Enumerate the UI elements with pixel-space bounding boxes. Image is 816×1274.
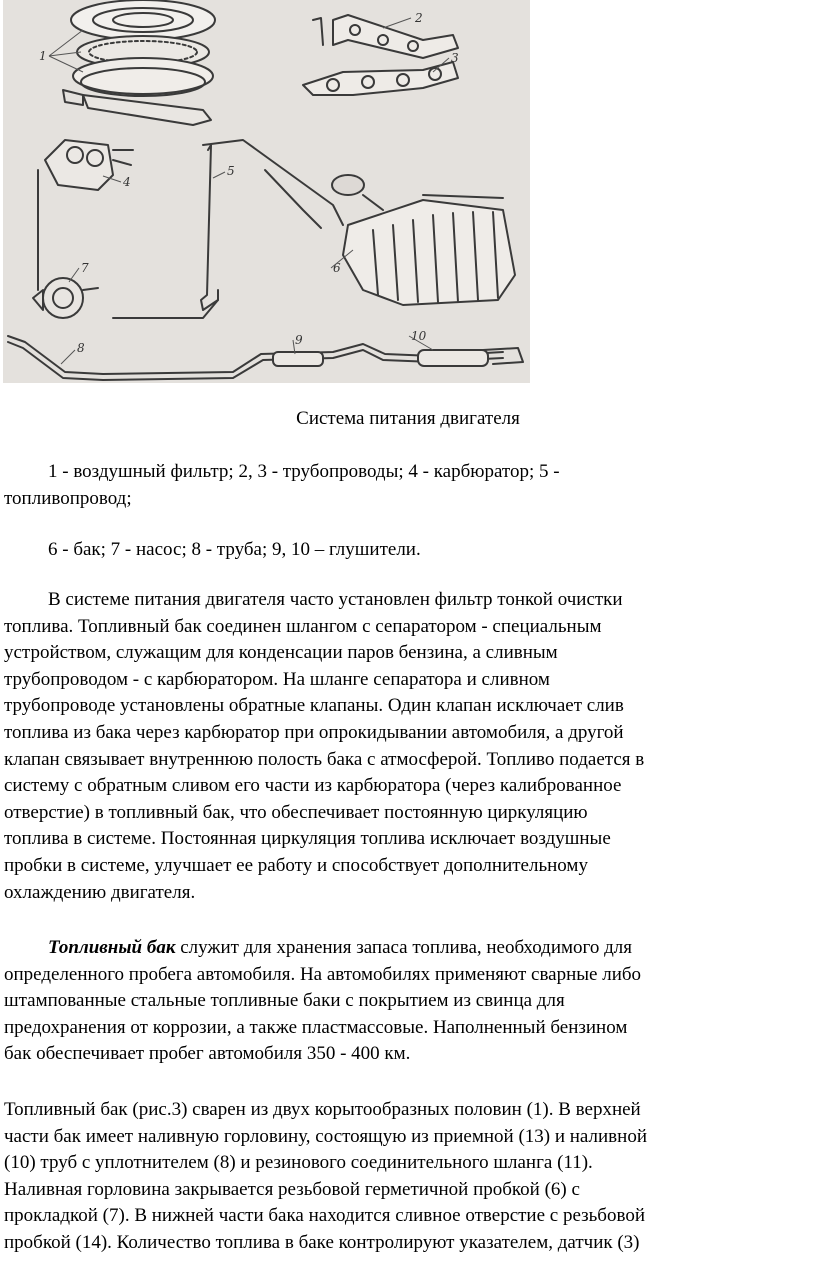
figure-legend — [4, 459, 810, 512]
text-line: топлива. Топливный бак соединен шлангом с сепаратором - специальным — [4, 615, 602, 637]
figure-number-2: 2 — [415, 11, 423, 25]
text-line: устройством, служащим для конденсации паров бензина, а сливным — [4, 642, 558, 664]
paragraph-tank-construction — [4, 1097, 810, 1257]
legend-line: 1 - воздушный фильтр; 2, 3 - трубопроводы; 4 - карбюратор; 5 - — [48, 461, 560, 482]
text-line: клапан связывает внутреннюю полость бака с атмосферой. Топливо подается в — [4, 748, 645, 770]
figure-number-1: 1 — [39, 49, 47, 63]
figure-number-4: 4 — [123, 175, 131, 189]
figure-number-6: 6 — [333, 261, 341, 275]
exhaust-drawing — [8, 300, 523, 380]
figure-legend-2 — [4, 537, 810, 564]
carburetor-drawing — [45, 140, 133, 190]
text-line: Наливная горловина закрывается резьбовой герметичной пробкой (6) с — [4, 1178, 580, 1200]
air-filter-drawing — [63, 0, 215, 125]
text-line: систему с обратным сливом его части из карбюратора (через калиброванное — [4, 775, 622, 797]
figure-number-8: 8 — [77, 341, 85, 355]
text-line: В системе питания двигателя часто установлен фильтр тонкой очистки — [48, 589, 623, 610]
paragraph-fuel-system — [4, 587, 810, 906]
text-line: прокладкой (7). В нижней части бака находится сливное отверстие с резьбовой — [4, 1205, 645, 1227]
fuel-tank-drawing — [332, 175, 515, 305]
text-line — [4, 935, 810, 962]
text-line: штампованные стальные топливные баки с покрытием из свинца для — [4, 990, 565, 1012]
text-line: пробкой (14). Количество топлива в баке контролируют указателем, датчик (3) — [4, 1231, 640, 1253]
text-line: пробки в системе, улучшает ее работу и способствует дополнительному — [4, 854, 588, 876]
legend-line: топливопровод; — [4, 487, 132, 509]
figure-caption: Система питания двигателя — [296, 408, 520, 429]
fuel-line-drawing — [201, 140, 343, 310]
text-line: охлаждению двигателя. — [4, 881, 196, 903]
legend-line: 6 - бак; 7 - насос; 8 - труба; 9, 10 – глушители. — [48, 539, 421, 560]
figure-number-10: 10 — [411, 329, 427, 343]
text-line: определенного пробега автомобиля. На автомобилях применяют сварные либо — [4, 963, 642, 985]
fuel-pump-drawing — [33, 170, 98, 318]
figure-number-7: 7 — [81, 261, 89, 275]
manifolds-drawing — [303, 15, 458, 95]
text-line: топлива из бака через карбюратор при опрокидывании автомобиля, а другой — [4, 721, 624, 743]
text-line: трубопроводе установлены обратные клапаны. Один клапан исключает слив — [4, 695, 624, 717]
text-line: части бак имеет наливную горловину, состоящую из приемной (13) и наливной — [4, 1125, 647, 1147]
figure-number-9: 9 — [295, 333, 303, 347]
text-fragment: служит для хранения запаса топлива, необходимого для — [175, 937, 632, 958]
text-line: отверстие) в топливный бак, что обеспечивает постоянную циркуляцию — [4, 801, 588, 823]
text-line: Топливный бак (рис.3) сварен из двух корытообразных половин (1). В верхней — [4, 1099, 641, 1120]
figure-number-3: 3 — [451, 51, 459, 65]
text-line: топлива в системе. Постоянная циркуляция топлива исключает воздушные — [4, 828, 611, 850]
term-fuel-tank: Топливный бак — [48, 937, 176, 958]
text-line: предохранения от коррозии, а также пластмассовые. Наполненный бензином — [4, 1016, 628, 1038]
figure-number-5: 5 — [227, 164, 235, 178]
text-line: (10) труб с уплотнителем (8) и резинового соединительного шланга (11). — [4, 1152, 593, 1174]
fuel-system-drawing — [3, 0, 530, 383]
fuel-system-figure — [3, 0, 530, 383]
paragraph-fuel-tank — [4, 935, 810, 1068]
text-line: бак обеспечивает пробег автомобиля 350 - 400 км. — [4, 1043, 411, 1065]
text-line: трубопроводом - с карбюратором. На шланге сепаратора и сливном — [4, 668, 550, 690]
